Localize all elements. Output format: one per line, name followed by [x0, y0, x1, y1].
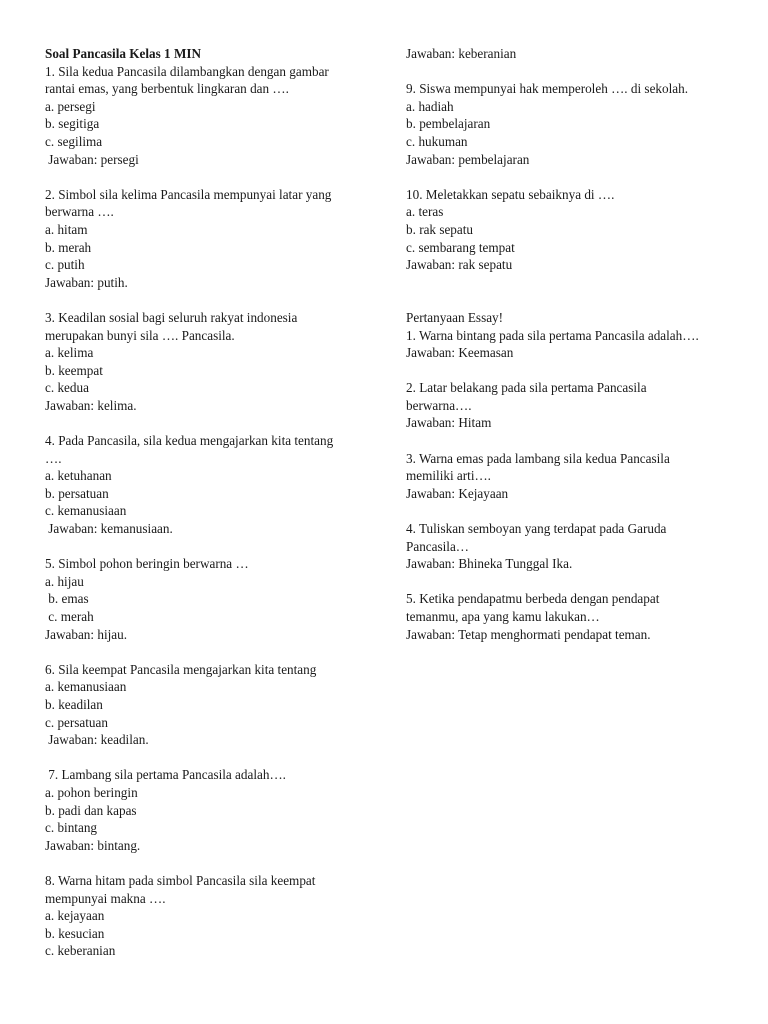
answer-line: Jawaban: Keemasan [406, 345, 514, 361]
option-line: b. merah [45, 239, 92, 255]
question-line: 8. Warna hitam pada simbol Pancasila sila keempat [45, 872, 316, 888]
answer-line: Jawaban: Hitam [406, 415, 492, 431]
blank-line [406, 168, 726, 186]
right-column [406, 45, 726, 643]
answer-line: Jawaban: keberanian [406, 46, 517, 61]
question-line: 4. Tuliskan semboyan yang terdapat pada Garuda [406, 521, 667, 537]
question-line: temanmu, apa yang kamu lakukan… [406, 609, 600, 624]
answer-line: Jawaban: rak sepatu [406, 257, 513, 273]
option-line: c. keberanian [45, 943, 116, 959]
left-column [45, 45, 360, 960]
option-line: b. pembelajaran [406, 116, 491, 132]
option-line: b. padi dan kapas [45, 802, 137, 818]
option-line: a. hitam [45, 221, 88, 237]
option-line: b. keempat [45, 362, 103, 378]
option-line: b. keadilan [45, 696, 103, 712]
answer-line: Jawaban: kelima. [45, 397, 137, 413]
blank-line [406, 573, 726, 591]
question-line: 1. Sila kedua Pancasila dilambangkan dengan gambar [45, 63, 329, 79]
blank-line [45, 291, 360, 309]
option-line: c. hukuman [406, 133, 468, 149]
answer-line: Jawaban: keadilan. [45, 732, 149, 748]
question-line: 5. Simbol pohon beringin berwarna … [45, 556, 249, 572]
question-line: mempunyai makna …. [45, 890, 166, 906]
question-line: …. [45, 450, 62, 466]
blank-line [406, 432, 726, 450]
option-line: b. persatuan [45, 485, 109, 501]
option-line: b. segitiga [45, 116, 100, 132]
question-line: 2. Latar belakang pada sila pertama Pancasila [406, 380, 647, 396]
answer-line: Jawaban: Bhineka Tunggal Ika. [406, 556, 573, 572]
option-line: c. putih [45, 257, 85, 273]
question-line: 2. Simbol sila kelima Pancasila mempunyai latar yang [45, 186, 332, 202]
option-line: a. hadiah [406, 98, 454, 114]
option-line: c. segilima [45, 133, 103, 149]
question-line: berwarna …. [45, 204, 114, 220]
answer-line: Jawaban: Kejayaan [406, 485, 509, 501]
answer-line: Jawaban: kemanusiaan. [45, 521, 173, 537]
question-line: 7. Lambang sila pertama Pancasila adalah…. [45, 767, 286, 783]
blank-line [406, 63, 726, 81]
option-line: c. kemanusiaan [45, 503, 127, 519]
option-line: a. hijau [45, 573, 84, 589]
option-line: c. sembarang tempat [406, 239, 515, 255]
option-line: c. bintang [45, 820, 98, 836]
blank-line [45, 643, 360, 661]
option-line: a. teras [406, 204, 444, 220]
answer-line: Jawaban: Tetap menghormati pendapat teman. [406, 626, 651, 642]
answer-line: Jawaban: bintang. [45, 837, 141, 853]
blank-line [406, 291, 726, 309]
document-title: Soal Pancasila Kelas 1 MIN [45, 46, 202, 61]
question-line: 3. Warna emas pada lambang sila kedua Pancasila [406, 450, 670, 466]
question-line: 5. Ketika pendapatmu berbeda dengan pendapat [406, 591, 660, 607]
option-line: b. emas [45, 591, 89, 607]
blank-line [406, 502, 726, 520]
answer-line: Jawaban: hijau. [45, 626, 128, 642]
answer-line: Jawaban: pembelajaran [406, 151, 530, 167]
option-line: a. kelima [45, 345, 94, 361]
option-line: b. kesucian [45, 925, 105, 941]
question-line: memiliki arti…. [406, 468, 491, 484]
option-line: c. persatuan [45, 714, 108, 730]
question-line: 10. Meletakkan sepatu sebaiknya di …. [406, 186, 615, 202]
question-line: 3. Keadilan sosial bagi seluruh rakyat indonesia [45, 309, 298, 325]
question-line: berwarna…. [406, 397, 472, 413]
question-line: rantai emas, yang berbentuk lingkaran dan …. [45, 81, 289, 97]
option-line: a. kemanusiaan [45, 679, 127, 695]
option-line: a. persegi [45, 98, 96, 114]
blank-line [45, 414, 360, 432]
blank-line [45, 854, 360, 872]
option-line: c. merah [45, 609, 94, 624]
answer-line: Jawaban: putih. [45, 274, 128, 290]
blank-line [406, 274, 726, 292]
question-line: Pancasila… [406, 538, 469, 554]
answer-line: Jawaban: persegi [45, 151, 139, 167]
question-line: 1. Warna bintang pada sila pertama Pancasila adalah…. [406, 327, 699, 343]
blank-line [45, 749, 360, 767]
option-line: a. pohon beringin [45, 784, 138, 800]
question-line: merupakan bunyi sila …. Pancasila. [45, 327, 235, 343]
question-line: 4. Pada Pancasila, sila kedua mengajarkan kita tentang [45, 433, 334, 449]
option-line: c. kedua [45, 380, 89, 396]
blank-line [45, 538, 360, 556]
option-line: b. rak sepatu [406, 221, 474, 237]
blank-line [406, 362, 726, 380]
section-heading: Pertanyaan Essay! [406, 309, 504, 325]
option-line: a. ketuhanan [45, 468, 112, 484]
option-line: a. kejayaan [45, 908, 105, 924]
blank-line [45, 168, 360, 186]
question-line: 9. Siswa mempunyai hak memperoleh …. di sekolah. [406, 81, 689, 97]
question-line: 6. Sila keempat Pancasila mengajarkan kita tentang [45, 661, 317, 677]
